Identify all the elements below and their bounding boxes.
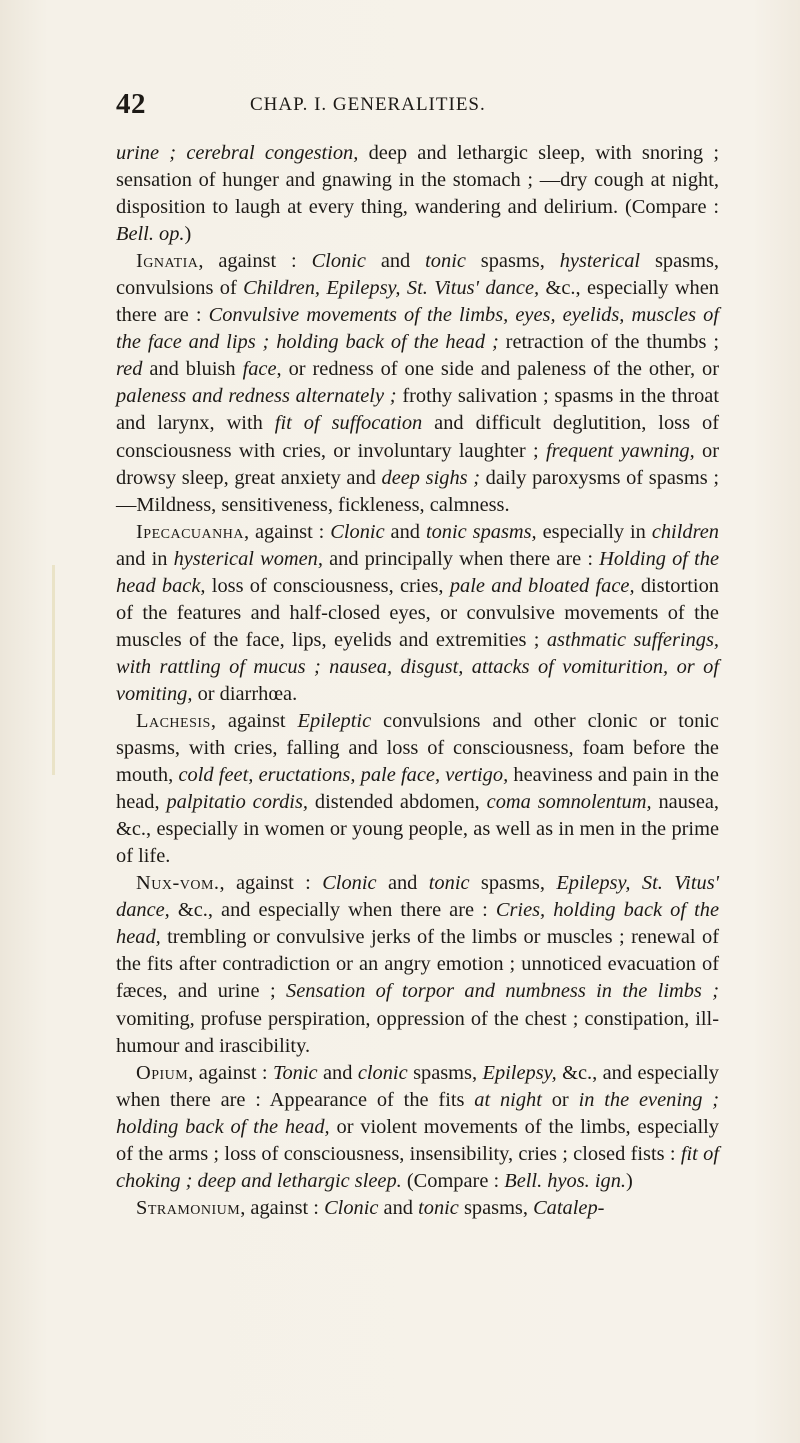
chapter-title: CHAP. I. GENERALITIES. — [250, 94, 486, 115]
paragraph-lachesis: Lachesis, against Epileptic convulsions and other clonic or tonic spasms, with cries, falling and loss of consciousness, foam before the mouth, cold feet, eructations, pale face, vertigo, heaviness and pain in the head, palpitatio cordis, distended abdomen, coma somnolentum, nausea, &c., especially in women or young people, as well as in men in the prime of life. — [116, 709, 720, 868]
running-head — [116, 88, 726, 118]
paragraph-ignatia: Ignatia, against : Clonic and tonic spasms, hysterical spasms, convulsions of Children, Epilepsy, St. Vitus' dance, &c., especially when there are : Convulsive movements of the limbs, eyes, eyelids, muscles of the face and lips ; holding back of the head ; retraction of the thumbs ; red and bluish face, or redness of one side and paleness of the other, or paleness and redness alternately ; frothy salivation ; spasms in the throat and larynx, with fit of suffocation and difficult deglutition, loss of consciousness with cries, or involuntary laughter ; frequent yawning, or drowsy sleep, great anxiety and deep sighs ; daily paroxysms of spasms ;—Mildness, sensitiveness, fickleness, calmness. — [116, 250, 720, 516]
paragraph-continuation: urine ; cerebral congestion, deep and lethargic sleep, with snoring ; sensation of hunger and gnawing in the stomach ; —dry cough at night, disposition to laugh at every thing, wandering and delirium. (Compare : Bell. op.) — [116, 142, 719, 246]
body-text — [116, 140, 719, 1222]
paragraph-stramonium: Stramonium, against : Clonic and tonic spasms, Catalep- — [136, 1196, 605, 1219]
page-number: 42 — [116, 88, 146, 120]
paragraph-nux-vomica: Nux-vom., against : Clonic and tonic spasms, Epilepsy, St. Vitus' dance, &c., and especially when there are : Cries, holding back of the head, trembling or convulsive jerks of the limbs or muscles ; renewal of the fits after contradiction or an angry emotion ; unnoticed evacuation of fæces, and urine ; Sensation of torpor and numbness in the limbs ; vomiting, profuse perspiration, oppression of the chest ; constipation, ill-humour and irascibility. — [116, 872, 719, 1057]
paragraph-opium: Opium, against : Tonic and clonic spasms, Epilepsy, &c., and especially when there are : Appearance of the fits at night or in the evening ; holding back of the head, or violent movements of the limbs, especially of the arms ; loss of consciousness, insensibility, cries ; closed fists : fit of choking ; deep and lethargic sleep. (Compare : Bell. hyos. ign.) — [116, 1061, 720, 1192]
paragraph-ipecacuanha: Ipecacuanha, against : Clonic and tonic spasms, especially in children and in hysterical women, and principally when there are : Holding of the head back, loss of consciousness, cries, pale and bloated face, distortion of the features and half-closed eyes, or convulsive movements of the muscles of the face, lips, eyelids and extremities ; asthmatic sufferings, with rattling of mucus ; nausea, disgust, attacks of vomiturition, or of vomiting, or diarrhœa. — [116, 520, 720, 705]
page-stain — [52, 565, 65, 775]
